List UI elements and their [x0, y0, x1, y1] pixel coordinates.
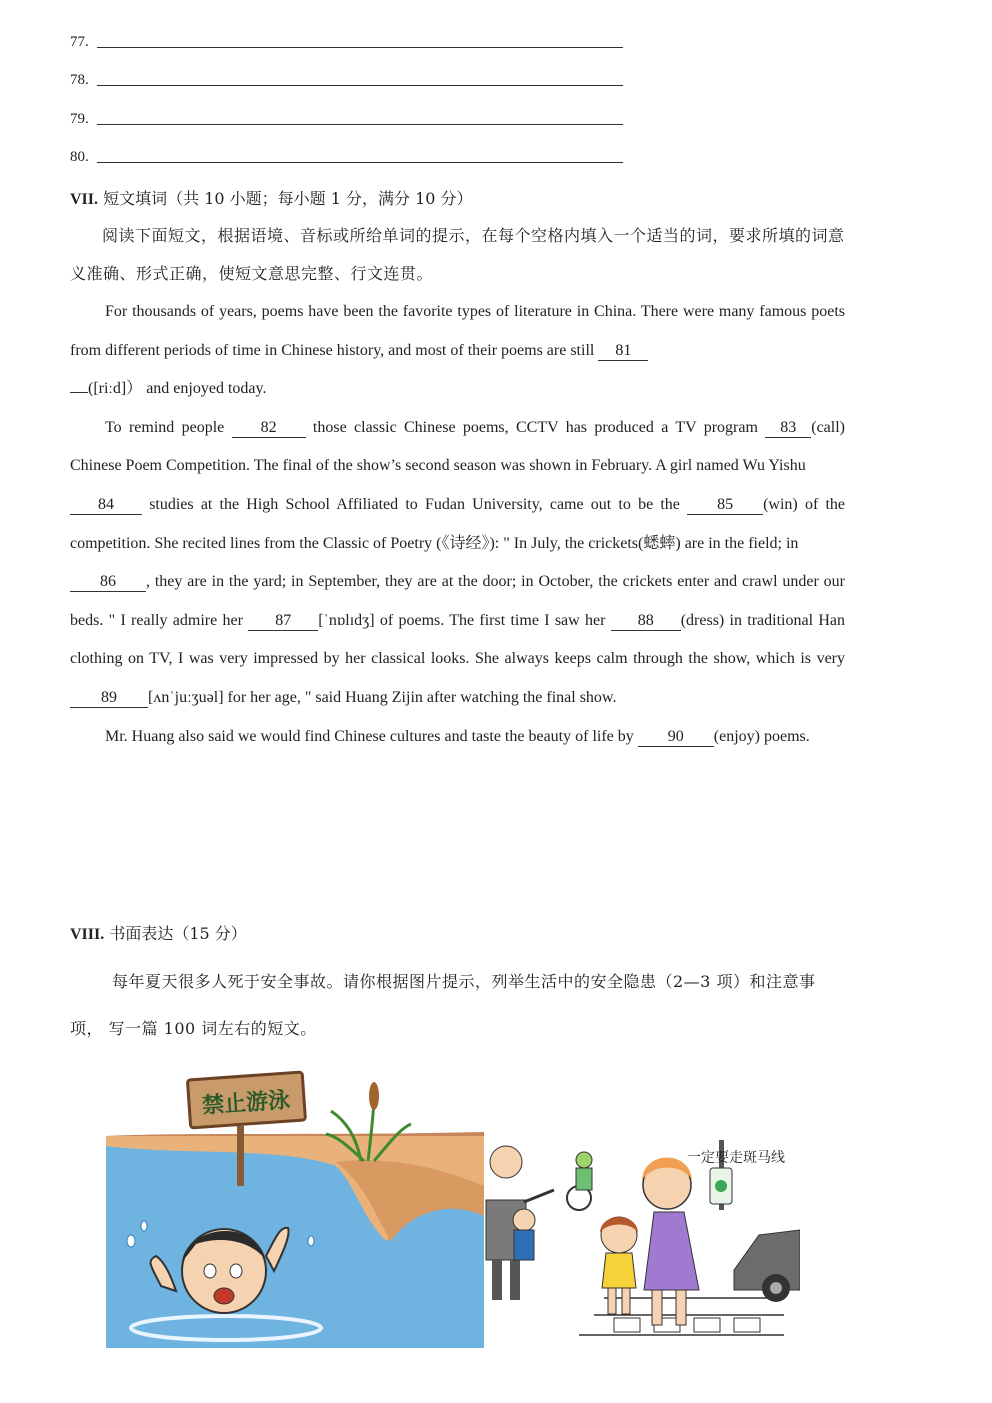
answer-line [70, 72, 89, 89]
speech-text: 一定要走斑马线 [687, 1150, 785, 1166]
section8-instructions: 每年夏天很多人死于安全事故。请你根据图片提示，列举生活中的安全隐患（2—3 项）和注意事项， 写一篇 100 词左右的短文。 [70, 972, 816, 1038]
blank-84[interactable]: 84 [70, 496, 142, 515]
blank-85[interactable]: 85 [687, 496, 763, 515]
passage-paragraph: 84 studies at the High School Affiliated to Fudan University, came out to be the 85 (win) of the competition. She recited lines from the Classic of Poetry (《诗经》): " In July, the crickets(蟋蟀) are in the field; in [70, 495, 846, 552]
blank-88[interactable]: 88 [611, 612, 681, 631]
blank-87[interactable]: 87 [248, 612, 318, 631]
answer-number: 79. [70, 111, 89, 127]
section7-heading [70, 186, 473, 209]
passage-paragraph: To remind people 82 those classic Chinese poems, CCTV has produced a TV program 83 (call) Chinese Poem Competition. The final of the show’s second season was shown in February. A girl named Wu Yishu [70, 418, 845, 475]
zebra-crossing-illustration [484, 1140, 800, 1348]
blank-86[interactable]: 86 [70, 573, 146, 592]
answer-line [70, 111, 89, 128]
section7-number: VII. [70, 191, 99, 208]
no-swimming-illustration [106, 1066, 484, 1348]
passage-paragraph: 86 , they are in the yard; in September, they are at the door; in October, the crickets enter and crawl under our beds. " I really admire her 87 [ˈnɒlɪdʒ] of poems. The first time I saw her 88 (dress) in traditional Han clothing on TV, I was very impressed by her classical looks. She always keeps calm through the show, which is very 89 [ʌnˈjuːʒuəl] for her age, " said Huang Zijin after watching the final show. [70, 573, 845, 706]
blank-82[interactable]: 82 [232, 419, 306, 438]
answer-line [70, 149, 89, 166]
section8-number: VIII. [70, 926, 105, 943]
passage [70, 293, 845, 756]
section8-heading [70, 921, 247, 944]
passage-paragraph: For thousands of years, poems have been the favorite types of literature in China. There were many famous poets from different periods of time in Chinese history, and most of their poems are still 81 ([riːd]） and enjoyed today. [70, 303, 845, 398]
passage-paragraph: Mr. Huang also said we would find Chinese cultures and taste the beauty of life by 90 (enjoy) poems. [105, 727, 810, 745]
answer-number: 77. [70, 34, 89, 50]
answer-number: 78. [70, 72, 89, 88]
blank-90[interactable]: 90 [638, 728, 714, 747]
blank-83[interactable]: 83 [765, 419, 811, 438]
sign-text: 禁止游泳 [201, 1087, 291, 1120]
section7-instructions: 阅读下面短文，根据语境、音标或所给单词的提示，在每个空格内填入一个适当的词，要求所填的词意义准确、形式正确，使短文意思完整、行文连贯。 [70, 226, 845, 283]
section8-title: 书面表达（15 分） [109, 924, 247, 943]
answer-number: 80. [70, 149, 89, 165]
blank-81[interactable]: 81 [598, 342, 648, 361]
blank-89[interactable]: 89 [70, 689, 148, 708]
section7-title: 短文填词（共 10 小题；每小题 1 分，满分 10 分） [103, 189, 473, 208]
answer-line [70, 34, 89, 51]
